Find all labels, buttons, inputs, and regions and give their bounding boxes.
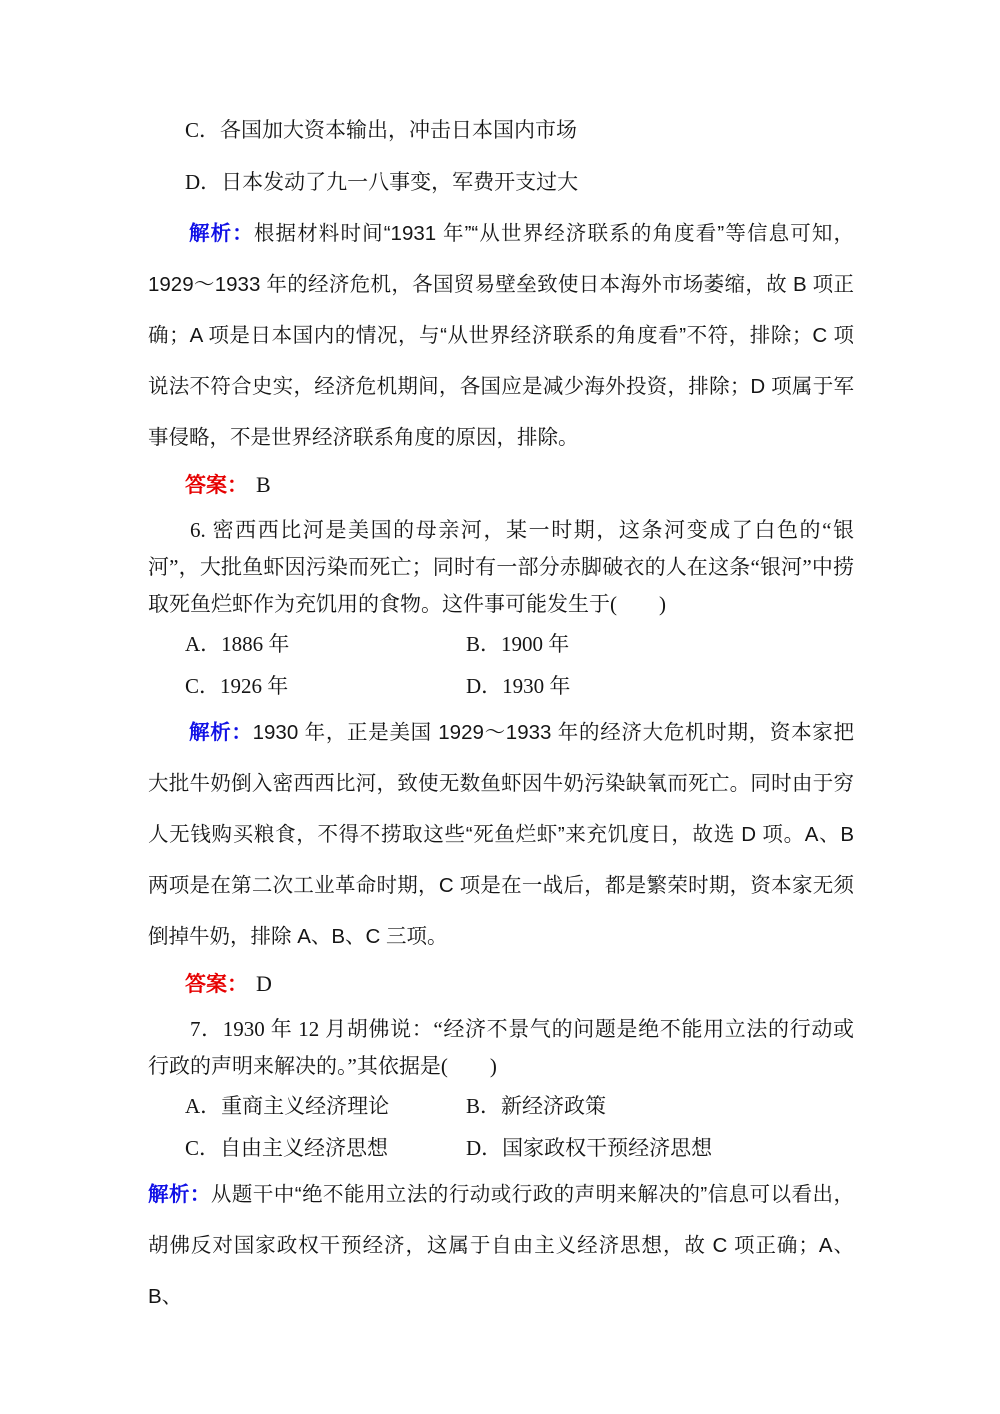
q7-option-a: A．重商主义经济理论 [185, 1094, 390, 1118]
q7-analysis-label: 解析： [148, 1183, 211, 1206]
q6-stem: 6. 密西西比河是美国的母亲河，某一时期，这条河变成了白色的“银河”，大批鱼虾因污染而死亡；同时有一部分赤脚破衣的人在这条“银河”中捞取死鱼烂虾作为充饥用的食物。这件事可能发生于( ) [148, 518, 854, 616]
q6-option-c: C．1926 年 [185, 674, 289, 698]
q6-answer-value: D [256, 971, 272, 996]
q6-answer-label: 答案： [185, 973, 248, 996]
q7-analysis-text: 从题干中“绝不能用立法的行动或行政的声明来解决的”信息可以看出，胡佛反对国家政权干预经济，这属于自由主义经济思想，故 C 项正确；A、B、 [148, 1183, 855, 1308]
q6-option-b: B．1900 年 [466, 632, 570, 656]
document-page [148, 0, 854, 1322]
q7-options-row-2 [148, 1127, 854, 1169]
q5-answer-value: B [256, 472, 271, 497]
q6-options-row-1 [148, 623, 854, 665]
q5-analysis-text: 根据材料时间“1931 年”“从世界经济联系的角度看”等信息可知，1929～1933 年的经济危机，各国贸易壁垒致使日本海外市场萎缩，故 B 项正确；A 项是日本国内的情况，与“从世界经济联系的角度看”不符，排除；C 项说法不符合史实，经济危机期间，各国应是减少海外投资，排除；D 项属于军事侵略，不是世界经济联系角度的原因，排除。 [148, 222, 854, 449]
q6-analysis-text: 1930 年，正是美国 1929～1933 年的经济大危机时期，资本家把大批牛奶倒入密西西比河，致使无数鱼虾因牛奶污染缺氧而死亡。同时由于穷人无钱购买粮食，不得不捞取这些“死鱼烂虾”来充饥度日，故选 D 项。A、B 两项是在第二次工业革命时期，C 项是在一战后，都是繁荣时期，资本家无须倒掉牛奶，排除 A、B、C 三项。 [148, 721, 854, 948]
q6-options-row-2 [148, 665, 854, 707]
q7-option-b: B．新经济政策 [466, 1094, 607, 1118]
q5-analysis-label: 解析： [189, 222, 254, 245]
q6-option-a: A．1886 年 [185, 632, 290, 656]
q5-answer-label: 答案： [185, 474, 248, 497]
q7-option-d: D．国家政权干预经济思想 [466, 1136, 713, 1160]
q6-analysis [148, 707, 854, 962]
q6-analysis-label: 解析： [189, 721, 253, 744]
q7-options-row-1 [148, 1085, 854, 1127]
q7-analysis [148, 1169, 854, 1322]
q5-option-c: C．各国加大资本输出，冲击日本国内市场 [185, 118, 578, 142]
q7-stem: 7．1930 年 12 月胡佛说：“经济不景气的问题是绝不能用立法的行动或行政的声明来解决的。”其依据是( ) [148, 1017, 854, 1078]
q5-answer-line [148, 463, 854, 510]
q6-answer-line [148, 962, 854, 1009]
q5-option-d: D．日本发动了九一八事变，军费开支过大 [185, 170, 579, 194]
q5-analysis [148, 208, 854, 463]
q6-option-d: D．1930 年 [466, 674, 571, 698]
q7-option-c: C．自由主义经济思想 [185, 1136, 389, 1160]
